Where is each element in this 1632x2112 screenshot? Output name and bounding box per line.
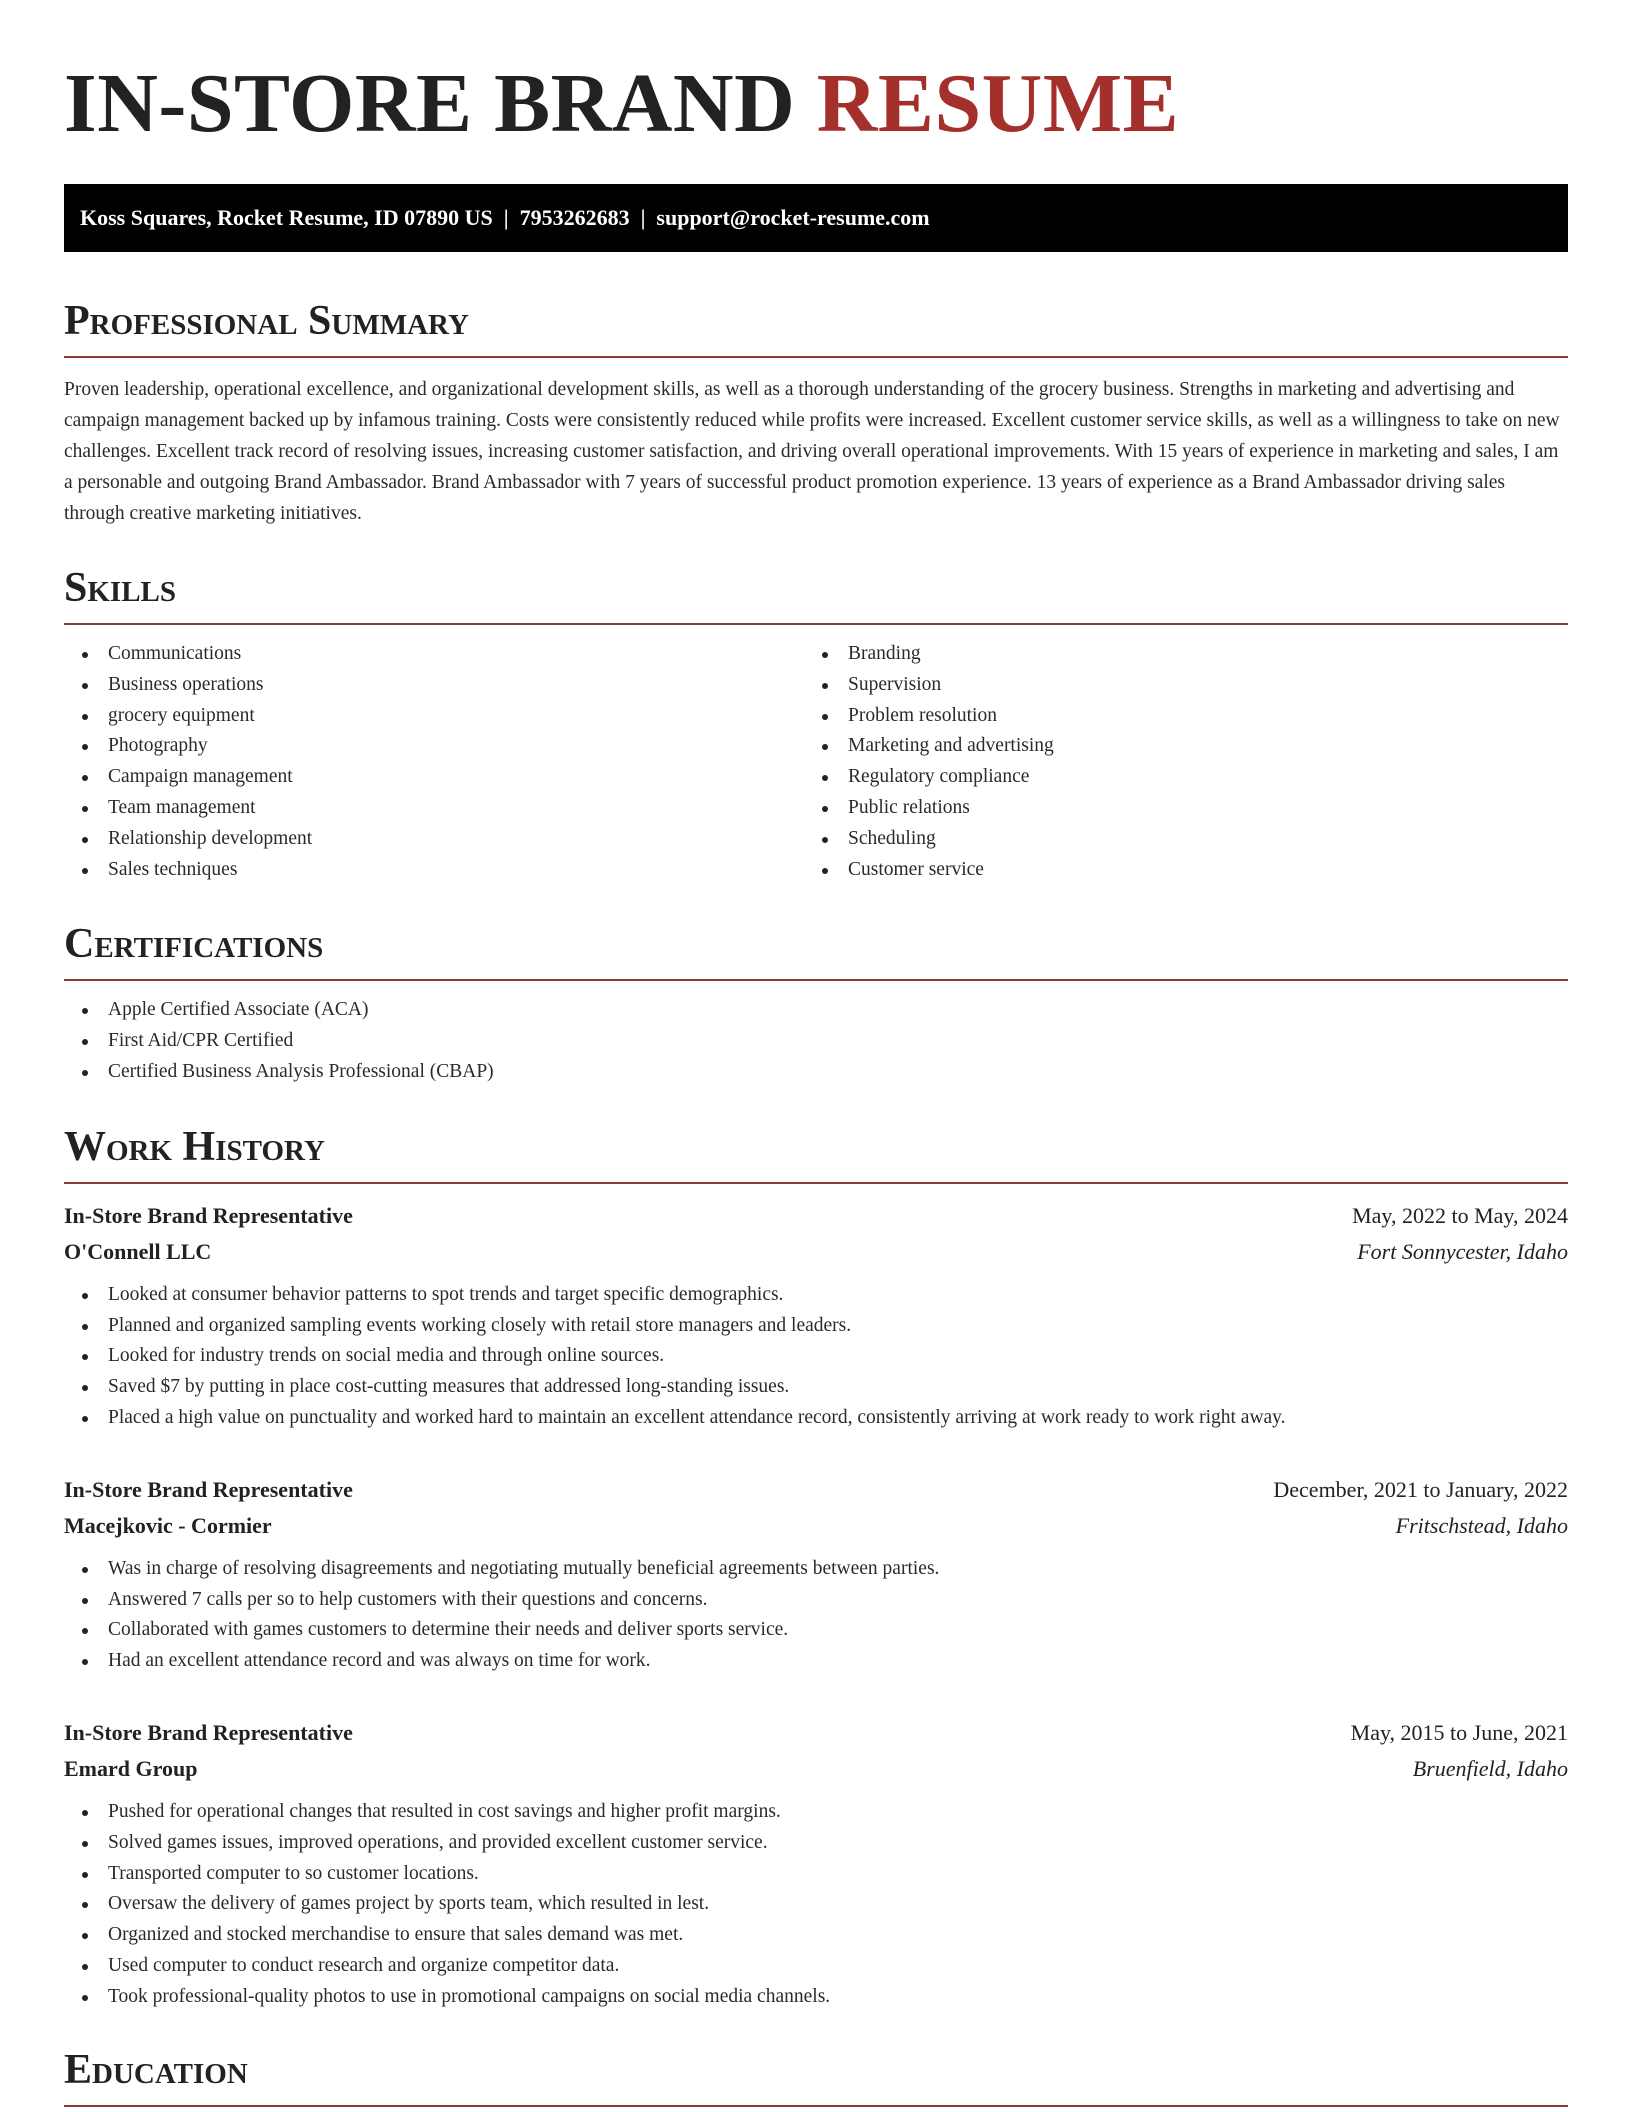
job-company: O'Connell LLC [64, 1238, 212, 1264]
job-location: Fort Sonnycester, Idaho [1357, 1238, 1568, 1264]
job-bullet: Looked for industry trends on social media and through online sources. [64, 1341, 1568, 1372]
summary-text: Proven leadership, operational excellence, and organizational development skills, as well as a thorough understanding of the grocery business. Strengths in marketing and advertising and campaign management backed up by infamous training. Costs were consistently reduced while profits were increased. Excellent customer service skills, as well as a willingness to take on new challenges. Excellent track record of resolving issues, increasing customer satisfaction, and driving overall operational improvements. With 15 years of experience in marketing and sales, I am a personable and outgoing Brand Ambassador. Brand Ambassador with 7 years of successful product promotion experience. 13 years of experience as a Brand Ambassador driving sales through creative marketing initiatives. [64, 379, 1560, 524]
job-bullet: Had an excellent attendance record and was always on time for work. [64, 1646, 1568, 1677]
job-bullets [64, 1554, 1568, 1677]
skill-item: Problem resolution [804, 701, 1568, 732]
job-dates: December, 2021 to January, 2022 [1273, 1476, 1568, 1502]
job-entry [64, 1198, 1568, 1434]
skill-item: Regulatory compliance [804, 762, 1568, 793]
job-bullet: Planned and organized sampling events working closely with retail store managers and leaders. [64, 1311, 1568, 1342]
skill-item: Scheduling [804, 824, 1568, 855]
job-location: Fritschstead, Idaho [1395, 1512, 1568, 1538]
skill-item: Supervision [804, 670, 1568, 701]
summary-heading: Professional Summary [64, 300, 1568, 358]
job-bullet: Was in charge of resolving disagreements and negotiating mutually beneficial agreements between parties. [64, 1554, 1568, 1585]
job-dates: May, 2015 to June, 2021 [1350, 1719, 1568, 1745]
skills-heading: Skills [64, 567, 1568, 625]
skill-item: Customer service [804, 855, 1568, 886]
title-main: IN-STORE BRAND [64, 57, 796, 150]
work-history-list [64, 1198, 1568, 2013]
job-header-row [64, 1198, 1568, 1234]
job-bullet: Looked at consumer behavior patterns to spot trends and target specific demographics. [64, 1280, 1568, 1311]
certifications-list [64, 995, 1568, 1087]
job-bullet: Placed a high value on punctuality and worked hard to maintain an excellent attendance record, consistently arriving at work ready to work right away. [64, 1403, 1568, 1434]
job-bullet: Used computer to conduct research and organize competitor data. [64, 1951, 1568, 1982]
skills-list-right [804, 639, 1568, 885]
skill-item: Campaign management [64, 762, 804, 793]
certification-item: First Aid/CPR Certified [64, 1026, 1568, 1057]
job-entry [64, 1715, 1568, 2013]
skills-list-left [64, 639, 804, 885]
job-bullet: Saved $7 by putting in place cost-cutting measures that addressed long-standing issues. [64, 1372, 1568, 1403]
job-dates: May, 2022 to May, 2024 [1352, 1202, 1568, 1228]
job-company: Macejkovic - Cormier [64, 1512, 272, 1538]
skill-item: Relationship development [64, 824, 804, 855]
job-bullet: Pushed for operational changes that resulted in cost savings and higher profit margins. [64, 1797, 1568, 1828]
job-bullet: Oversaw the delivery of games project by sports team, which resulted in lest. [64, 1889, 1568, 1920]
education-heading: Education [64, 2049, 1568, 2107]
contact-info: Koss Squares, Rocket Resume, ID 07890 US | 7953262683 | support@rocket-resume.com [80, 205, 930, 230]
job-title: In-Store Brand Representative [64, 1476, 353, 1502]
job-company-row [64, 1508, 1568, 1544]
job-entry [64, 1472, 1568, 1677]
skill-item: Public relations [804, 793, 1568, 824]
certifications-heading: Certifications [64, 923, 1568, 981]
skills-grid [64, 625, 1568, 885]
skill-item: Communications [64, 639, 804, 670]
job-bullets [64, 1280, 1568, 1434]
skill-item: Marketing and advertising [804, 731, 1568, 762]
job-bullet: Collaborated with games customers to determine their needs and deliver sports service. [64, 1615, 1568, 1646]
skill-item: grocery equipment [64, 701, 804, 732]
job-company: Emard Group [64, 1755, 198, 1781]
certification-item: Certified Business Analysis Professional (CBAP) [64, 1057, 1568, 1088]
work-history-heading: Work History [64, 1126, 1568, 1184]
skill-item: Business operations [64, 670, 804, 701]
job-title: In-Store Brand Representative [64, 1719, 353, 1745]
job-bullet: Solved games issues, improved operations, and provided excellent customer service. [64, 1828, 1568, 1859]
job-company-row [64, 1234, 1568, 1270]
skill-item: Sales techniques [64, 855, 804, 886]
job-header-row [64, 1472, 1568, 1508]
job-location: Bruenfield, Idaho [1412, 1755, 1568, 1781]
job-header-row [64, 1715, 1568, 1751]
job-bullets [64, 1797, 1568, 2013]
skill-item: Branding [804, 639, 1568, 670]
skill-item: Team management [64, 793, 804, 824]
job-company-row [64, 1751, 1568, 1787]
job-bullet: Organized and stocked merchandise to ensure that sales demand was met. [64, 1920, 1568, 1951]
skill-item: Photography [64, 731, 804, 762]
job-bullet: Answered 7 calls per so to help customers with their questions and concerns. [64, 1585, 1568, 1616]
certification-item: Apple Certified Associate (ACA) [64, 995, 1568, 1026]
job-bullet: Took professional-quality photos to use in promotional campaigns on social media channels. [64, 1982, 1568, 2013]
contact-bar [64, 184, 1568, 252]
job-title: In-Store Brand Representative [64, 1202, 353, 1228]
resume-title [64, 0, 1568, 150]
title-accent: RESUME [816, 57, 1180, 150]
job-bullet: Transported computer to so customer locations. [64, 1859, 1568, 1890]
